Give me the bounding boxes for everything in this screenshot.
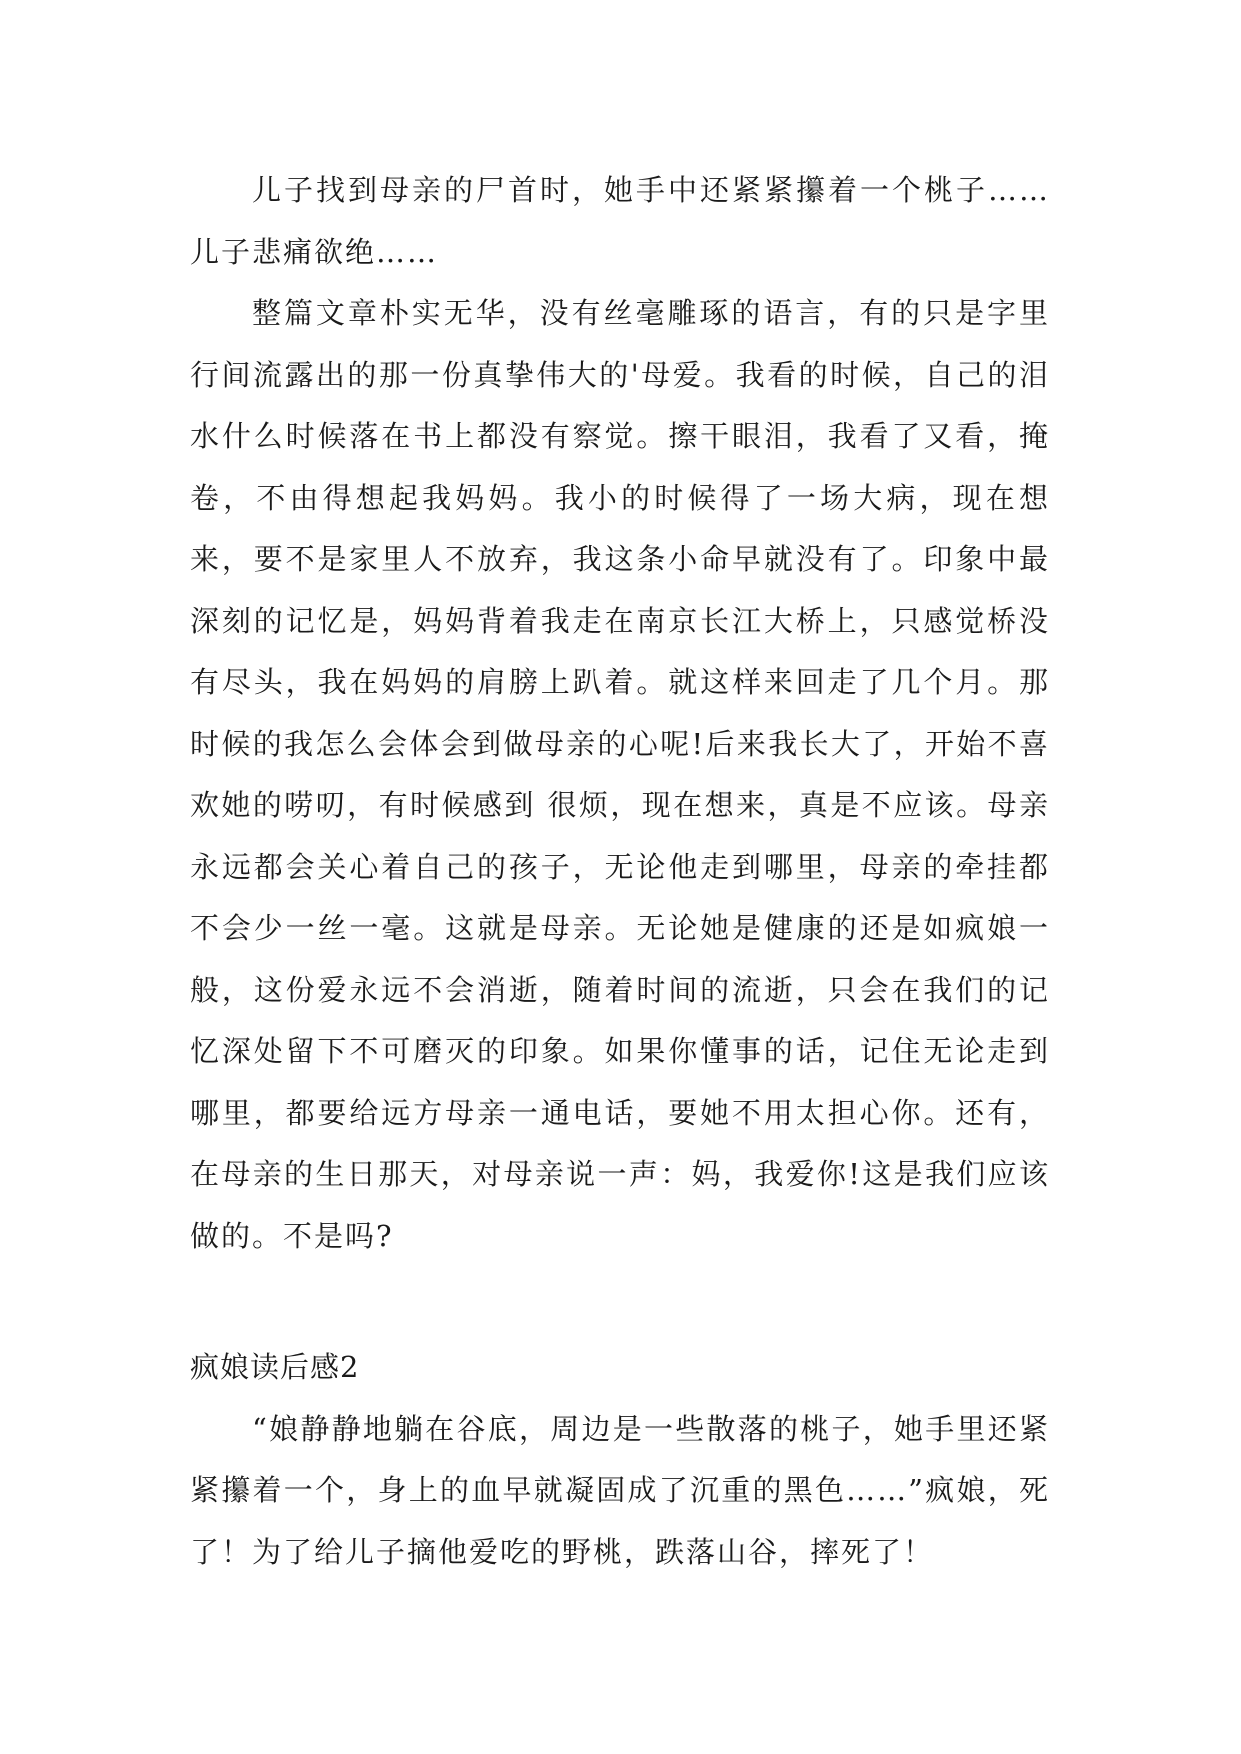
section-spacer: [190, 1267, 1050, 1337]
paragraph-mother-found: 儿子找到母亲的尸首时，她手中还紧紧攥着一个桃子……儿子悲痛欲绝……: [190, 173, 1050, 269]
paragraph-reflection: 整篇文章朴实无华，没有丝毫雕琢的语言，有的只是字里行间流露出的那一份真挚伟大的'母爱。我看的时候，自己的泪水什么时候落在书上都没有察觉。擦干眼泪，我看了又看，掩卷，不由得想起我妈妈。我小的时候得了一场大病，现在想来，要不是家里人不放弃，我这条小命早就没有了。印象中最深刻的记忆是，妈妈背着我走在南京长江大桥上，只感觉桥没有尽头，我在妈妈的肩膀上趴着。就这样来回走了几个月。那时候的我怎么会体会到做母亲的心呢!后来我长大了，开始不喜欢她的唠叨，有时候感到 很烦，现在想来，真是不应该。母亲永远都会关心着自己的孩子，无论他走到哪里，母亲的牵挂都不会少一丝一毫。这就是母亲。无论她是健康的还是如疯娘一般，这份爱永远不会消逝，随着时间的流逝，只会在我们的记忆深处留下不可磨灭的印象。如果你懂事的话，记住无论走到哪里，都要给远方母亲一通电话，要她不用太担心你。还有，在母亲的生日那天，对母亲说一声：妈，我爱你!这是我们应该做的。不是吗?: [190, 296, 1050, 1253]
section-heading: 疯娘读后感2: [190, 1350, 360, 1384]
paragraph-quote: “娘静静地躺在谷底，周边是一些散落的桃子，她手里还紧紧攥着一个，身上的血早就凝固成了沉重的黑色……”疯娘，死了！为了给儿子摘他爱吃的野桃，跌落山谷，摔死了！: [190, 1411, 1050, 1569]
text-column: [190, 160, 1050, 1583]
